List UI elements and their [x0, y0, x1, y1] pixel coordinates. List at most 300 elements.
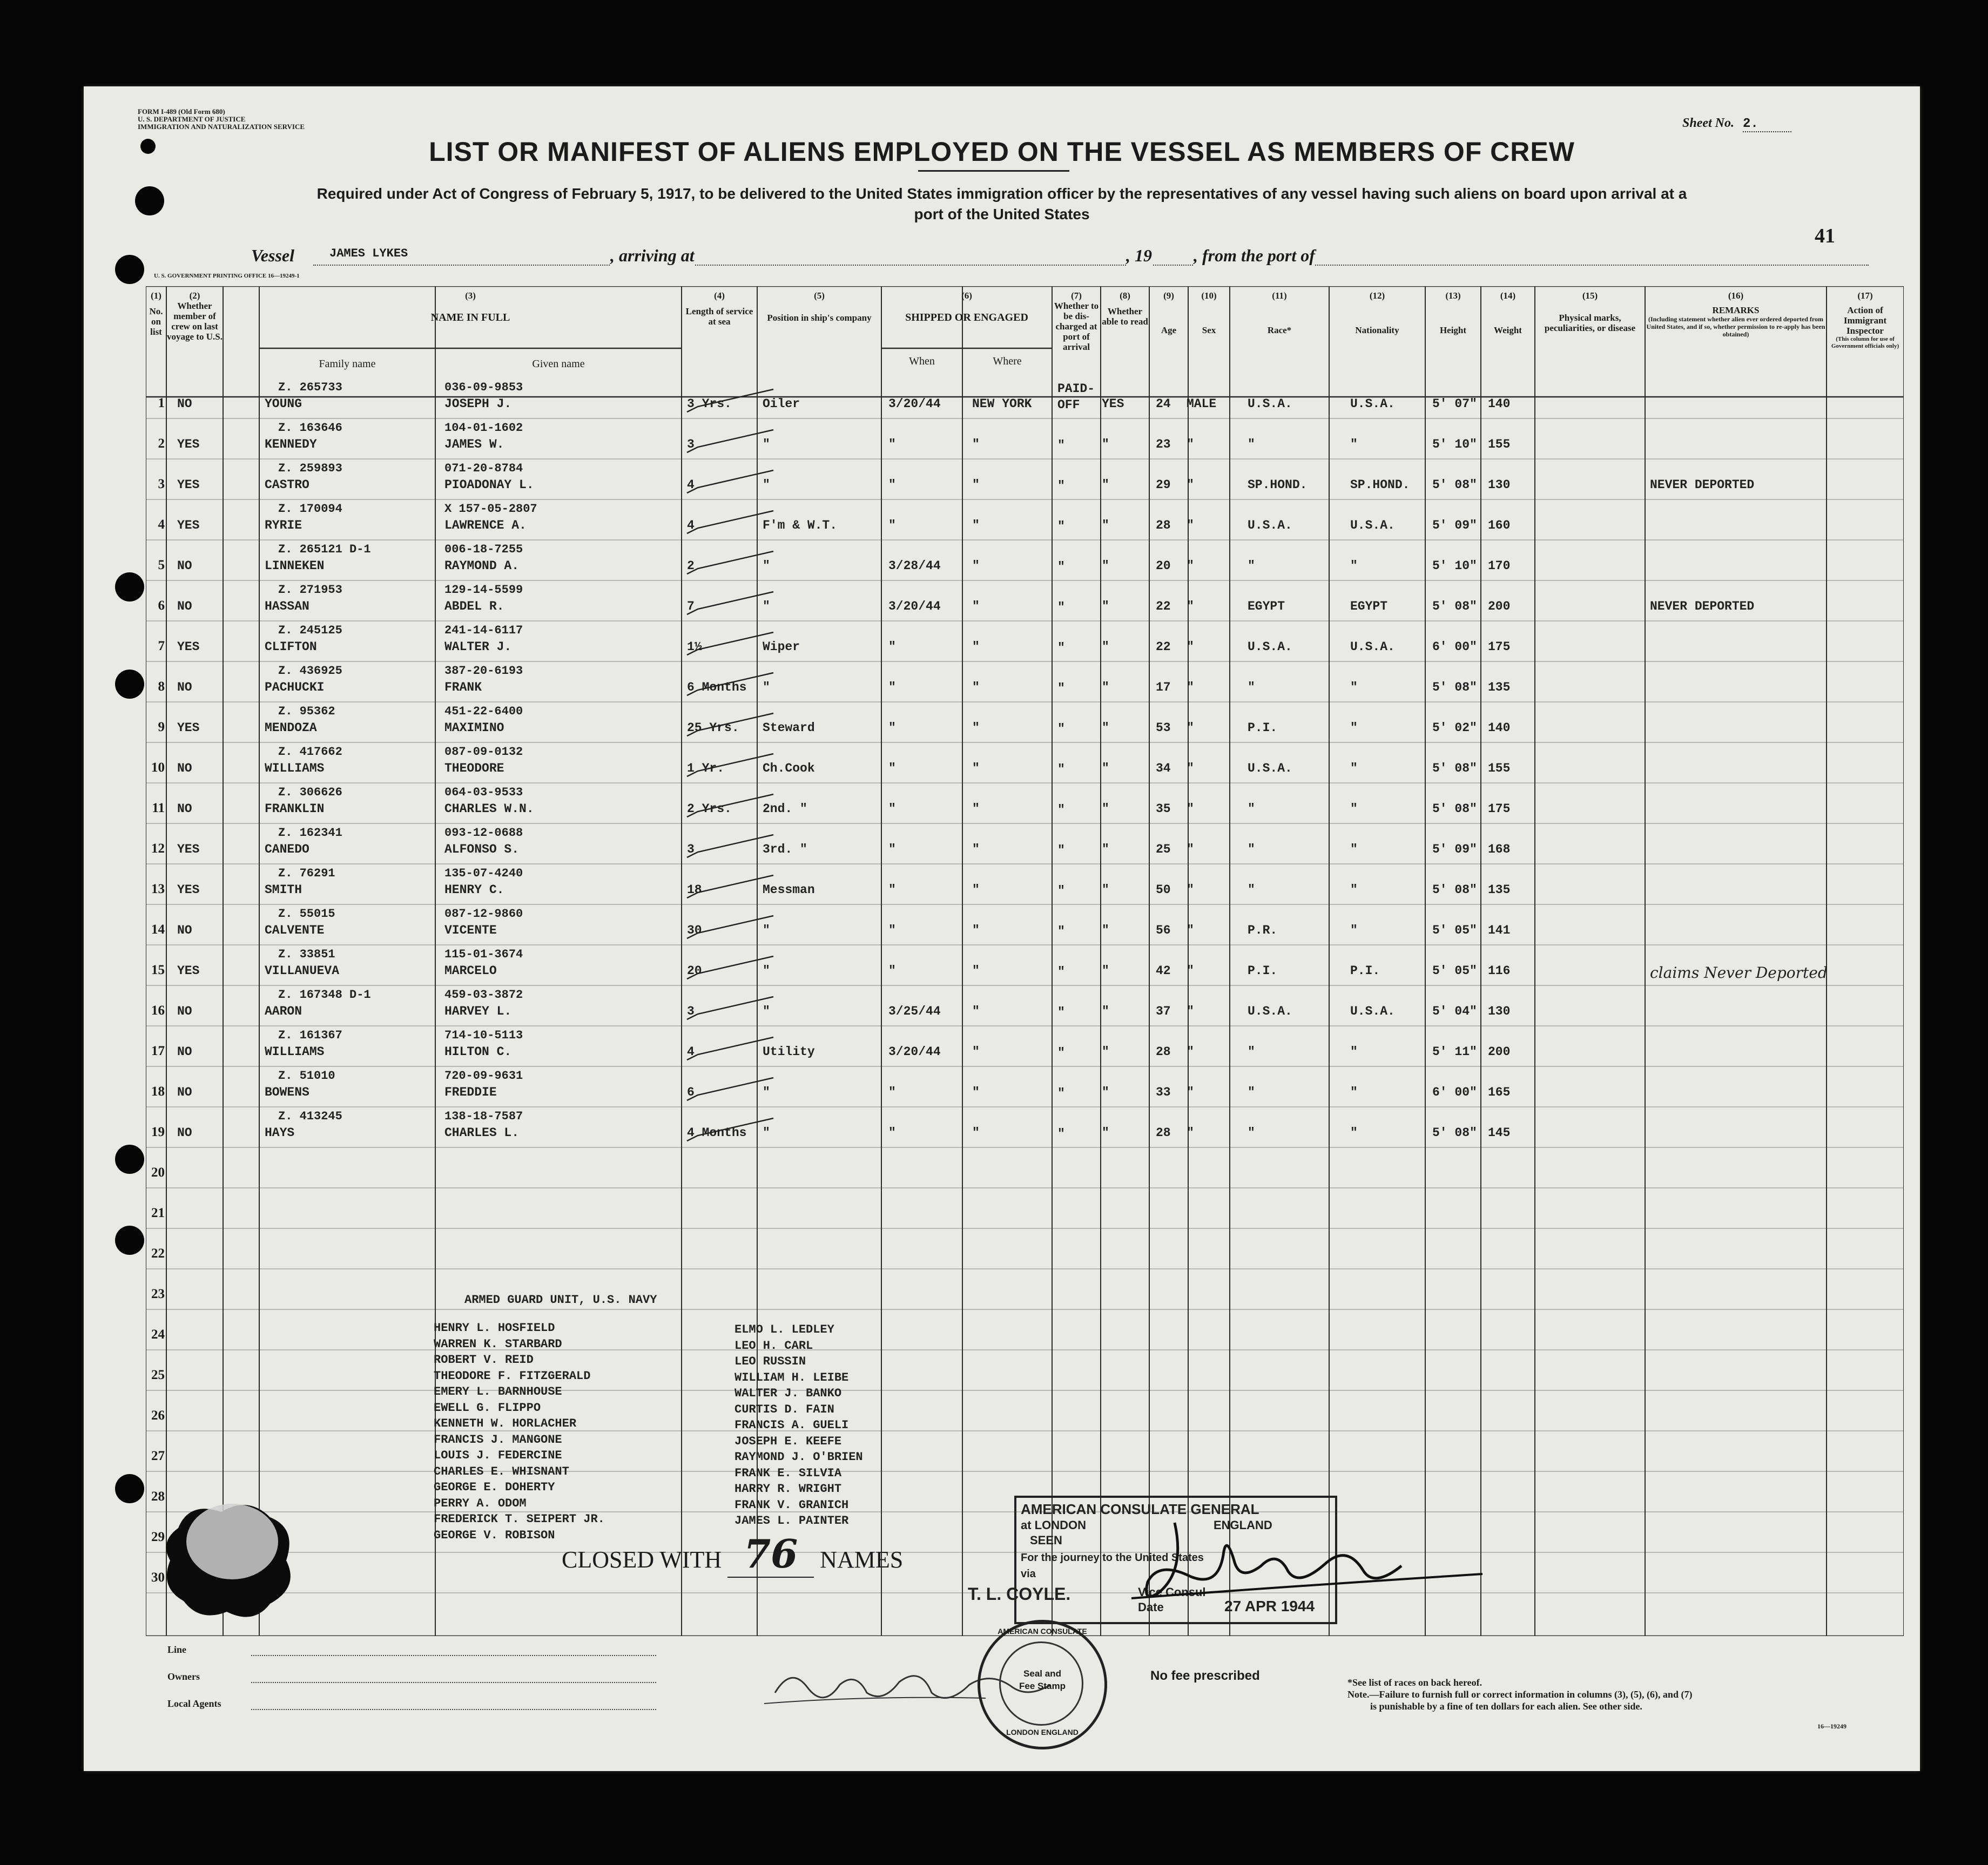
height: 5' 02" — [1432, 721, 1477, 735]
closing-prefix: CLOSED WITH — [562, 1546, 722, 1573]
col-header-shipped — [881, 290, 1052, 323]
family-name: BOWENS — [265, 1085, 309, 1099]
weight: 140 — [1488, 721, 1511, 735]
printing-office — [154, 273, 300, 279]
family-name: VILLANUEVA — [265, 964, 340, 978]
tick-mark — [684, 992, 781, 1025]
note-line: *See list of races on back hereof. — [1347, 1677, 1482, 1688]
service-length: 1½ — [687, 640, 702, 654]
service-length: 3 — [687, 437, 695, 451]
position: Messman — [763, 883, 815, 897]
discharged: " — [1057, 1127, 1065, 1141]
row-number: 29 — [151, 1530, 165, 1544]
arriving-label — [610, 246, 695, 266]
prev-voyage: YES — [177, 518, 200, 532]
z-number: Z. 170094 — [278, 502, 342, 516]
able-to-read: " — [1102, 964, 1109, 978]
from-port-label — [1194, 246, 1315, 266]
discharged: " — [1057, 762, 1065, 776]
guard-member: KENNETH W. HORLACHER — [434, 1417, 577, 1430]
position: " — [763, 1004, 770, 1018]
col-label: When — [909, 355, 935, 367]
height: 5' 07" — [1432, 397, 1477, 411]
col-header-service — [682, 290, 757, 327]
col-number: (7) — [1071, 290, 1082, 301]
sheet-number — [1682, 116, 1791, 132]
able-to-read: " — [1102, 1126, 1109, 1140]
col-header-discharged — [1052, 290, 1101, 352]
stamp-line: SEEN — [1030, 1533, 1062, 1547]
race: " — [1248, 1045, 1255, 1059]
given-name: RAYMOND A. — [444, 559, 520, 573]
z-number: Z. 436925 — [278, 664, 342, 678]
age: 23 — [1156, 437, 1171, 451]
shipped-when: " — [888, 721, 896, 735]
given-name: PIOADONAY L. — [444, 478, 534, 492]
tick-mark — [684, 830, 781, 863]
guard-member: PERRY A. ODOM — [434, 1496, 527, 1510]
shipped-where: " — [972, 680, 980, 694]
discharged: " — [1057, 803, 1065, 817]
nationality: " — [1350, 559, 1358, 573]
given-name: LAWRENCE A. — [444, 518, 527, 532]
col-number: (5) — [814, 290, 825, 301]
age: 17 — [1156, 680, 1171, 694]
col-header-race — [1230, 290, 1329, 335]
given-name: CHARLES W.N. — [444, 802, 534, 816]
binder-hole — [115, 1226, 144, 1255]
weight: 200 — [1488, 599, 1511, 613]
guard-member: EMERY L. BARNHOUSE — [434, 1385, 562, 1398]
col-number: (9) — [1163, 290, 1174, 301]
discharged: " — [1057, 479, 1065, 493]
weight: 140 — [1488, 397, 1511, 411]
service-length: 2 — [687, 559, 695, 573]
sex: " — [1187, 680, 1194, 694]
given-name: WALTER J. — [444, 640, 512, 654]
discharged: " — [1057, 924, 1065, 938]
row-number: 8 — [158, 679, 165, 694]
binder-hole — [115, 255, 144, 284]
height: 5' 08" — [1432, 478, 1477, 492]
tick-mark — [684, 749, 781, 782]
weight: 145 — [1488, 1126, 1511, 1140]
nationality: " — [1350, 1085, 1358, 1099]
stamp-line: ENGLAND — [1214, 1518, 1272, 1532]
armed-guard-title — [464, 1293, 657, 1307]
ss-number: 064-03-9533 — [444, 786, 523, 799]
race: " — [1248, 680, 1255, 694]
weight: 175 — [1488, 640, 1511, 654]
tick-mark — [684, 1114, 781, 1146]
tick-mark — [684, 871, 781, 903]
closing-suffix: NAMES — [820, 1546, 904, 1573]
discharged: " — [1057, 884, 1065, 898]
tick-mark — [684, 1033, 781, 1065]
service-length: 3 — [687, 1004, 695, 1018]
guard-member: LEO H. CARL — [734, 1339, 813, 1353]
col-number: (13) — [1445, 290, 1461, 301]
ss-number: X 157-05-2807 — [444, 502, 537, 516]
guard-member: FRANCIS A. GUELI — [734, 1418, 849, 1432]
z-number: Z. 167348 D-1 — [278, 988, 371, 1002]
guard-member: EWELL G. FLIPPO — [434, 1401, 541, 1415]
shipped-where: " — [972, 518, 980, 532]
position: Utility — [763, 1045, 815, 1059]
col-label: Whether member of crew on last voyage to U.S. — [167, 301, 223, 342]
height: 5' 08" — [1432, 883, 1477, 897]
col-header-given — [435, 359, 682, 369]
col-label: Age — [1161, 325, 1177, 335]
tick-mark — [684, 466, 781, 498]
guard-member: CHARLES E. WHISNANT — [434, 1464, 569, 1478]
tick-mark — [684, 1073, 781, 1106]
col-sublabel: (Including statement whether alien ever ordered deported from United States, and if so, whether permission to re-apply has been obtained) — [1646, 315, 1825, 338]
ss-number: 138-18-7587 — [444, 1110, 523, 1123]
ss-number: 087-12-9860 — [444, 907, 523, 921]
title-underline — [918, 170, 1069, 172]
shipped-where: " — [972, 761, 980, 775]
page-title-text: LIST OR MANIFEST OF ALIENS EMPLOYED ON THE VESSEL AS MEMBERS OF CREW — [429, 137, 1575, 167]
age: 22 — [1156, 640, 1171, 654]
weight: 155 — [1488, 437, 1511, 451]
shipped-where: " — [972, 1126, 980, 1140]
remarks: NEVER DEPORTED — [1650, 599, 1755, 613]
nationality: " — [1350, 761, 1358, 775]
row-number: 25 — [151, 1368, 165, 1382]
nationality: " — [1350, 1045, 1358, 1059]
col-label: Sex — [1202, 325, 1216, 335]
discharged: " — [1057, 560, 1065, 574]
column-lines — [146, 286, 1904, 1636]
z-number: Z. 413245 — [278, 1110, 342, 1123]
col-sublabel: (This column for use of Government officials only) — [1831, 336, 1899, 349]
sex: " — [1187, 559, 1194, 573]
row-number: 23 — [151, 1287, 165, 1301]
prev-voyage: NO — [177, 397, 192, 411]
z-number: Z. 161367 — [278, 1029, 342, 1042]
race: U.S.A. — [1248, 1004, 1292, 1018]
shipped-when: " — [888, 640, 896, 654]
binder-hole — [115, 572, 144, 602]
guard-member: HENRY L. HOSFIELD — [434, 1321, 555, 1335]
position: Steward — [763, 721, 815, 735]
guard-member: JOSEPH E. KEEFE — [734, 1434, 842, 1448]
round-fee-seal — [978, 1620, 1107, 1749]
row-number: 28 — [151, 1489, 165, 1504]
seal-text: AMERICAN CONSULATE — [998, 1627, 1087, 1636]
weight: 141 — [1488, 923, 1511, 937]
col-header-family — [259, 359, 435, 369]
ss-number: 387-20-6193 — [444, 664, 523, 678]
service-length: 2 Yrs. — [687, 802, 732, 816]
family-name: CLIFTON — [265, 640, 317, 654]
age: 28 — [1156, 518, 1171, 532]
nationality: U.S.A. — [1350, 1004, 1395, 1018]
prev-voyage: NO — [177, 802, 192, 816]
height: 5' 08" — [1432, 1126, 1477, 1140]
weight: 170 — [1488, 559, 1511, 573]
vessel-name-text: JAMES LYKES — [329, 247, 408, 260]
shipped-when: 3/25/44 — [888, 1004, 941, 1018]
row-number: 17 — [151, 1044, 165, 1058]
subtitle — [84, 184, 1920, 225]
able-to-read: YES — [1102, 397, 1124, 411]
z-number: Z. 51010 — [278, 1069, 335, 1083]
col-number: (15) — [1582, 290, 1598, 301]
family-name: CALVENTE — [265, 923, 325, 937]
nationality: U.S.A. — [1350, 518, 1395, 532]
agents-label — [167, 1698, 221, 1709]
family-name: RYRIE — [265, 518, 302, 532]
race: SP.HOND. — [1248, 478, 1308, 492]
age: 53 — [1156, 721, 1171, 735]
family-name: HAYS — [265, 1126, 295, 1140]
z-number: Z. 265733 — [278, 381, 342, 394]
guard-member: ROBERT V. REID — [434, 1353, 534, 1367]
row-number: 27 — [151, 1449, 165, 1463]
discharged: " — [1057, 681, 1065, 695]
prev-voyage: NO — [177, 1126, 192, 1140]
height: 5' 05" — [1432, 923, 1477, 937]
nationality: " — [1350, 923, 1358, 937]
form-line: IMMIGRATION AND NATURALIZATION SERVICE — [138, 123, 305, 131]
given-name: HENRY C. — [444, 883, 504, 897]
col-header-age — [1149, 290, 1188, 335]
col-header-inspector — [1827, 290, 1904, 350]
given-name: ALFONSO S. — [444, 842, 520, 856]
able-to-read: " — [1102, 1045, 1109, 1059]
given-name: HARVEY L. — [444, 1004, 512, 1018]
nationality: " — [1350, 1126, 1358, 1140]
col-number: (4) — [714, 290, 725, 301]
row-number: 7 — [158, 639, 165, 653]
shipped-when: " — [888, 964, 896, 978]
able-to-read: " — [1102, 518, 1109, 532]
row-number: 1 — [158, 396, 165, 410]
row-number: 12 — [151, 841, 165, 856]
line-label — [167, 1644, 186, 1655]
col-number: (2) — [189, 290, 200, 301]
z-number: Z. 163646 — [278, 421, 342, 435]
ss-number: 129-14-5599 — [444, 583, 523, 597]
notes — [1347, 1677, 1692, 1712]
z-number: Z. 245125 — [278, 624, 342, 637]
given-name: FRANK — [444, 680, 482, 694]
discharged: " — [1057, 1005, 1065, 1019]
age: 28 — [1156, 1126, 1171, 1140]
height: 5' 09" — [1432, 842, 1477, 856]
height: 5' 04" — [1432, 1004, 1477, 1018]
sex: MALE — [1187, 397, 1217, 411]
shipped-where: " — [972, 478, 980, 492]
seal-text: LONDON ENGLAND — [1006, 1728, 1079, 1736]
col-header-height — [1425, 290, 1481, 335]
row-number: 26 — [151, 1408, 165, 1423]
discharged: " — [1057, 641, 1065, 655]
race: " — [1248, 1085, 1255, 1099]
shipped-where: " — [972, 1085, 980, 1099]
shipped-when: " — [888, 437, 896, 451]
discharged: " — [1057, 438, 1065, 452]
stamp-officer-title: Vice Consul — [1138, 1585, 1206, 1599]
sheet-label: Sheet No. — [1682, 116, 1734, 130]
race: U.S.A. — [1248, 761, 1292, 775]
position: " — [763, 437, 770, 451]
race: " — [1248, 842, 1255, 856]
nationality: U.S.A. — [1350, 397, 1395, 411]
prev-voyage: NO — [177, 923, 192, 937]
shipped-where: " — [972, 923, 980, 937]
discharged: " — [1057, 965, 1065, 979]
tick-mark — [684, 668, 781, 701]
age: 22 — [1156, 599, 1171, 613]
nationality: " — [1350, 842, 1358, 856]
col-label: Position in ship's company — [767, 313, 872, 323]
race: " — [1248, 437, 1255, 451]
guard-member: CURTIS D. FAIN — [734, 1402, 834, 1416]
sex: " — [1187, 883, 1194, 897]
vessel-underline — [313, 265, 1869, 266]
height: 5' 08" — [1432, 599, 1477, 613]
tick-mark — [684, 709, 781, 741]
height: 6' 00" — [1432, 1085, 1477, 1099]
guard-member: FRANK V. GRANICH — [734, 1498, 849, 1512]
nationality: " — [1350, 802, 1358, 816]
agents-label-text: Local Agents — [167, 1698, 221, 1709]
row-number: 19 — [151, 1125, 165, 1139]
shipped-where: " — [972, 1045, 980, 1059]
shipped-where: " — [972, 640, 980, 654]
family-name: HASSAN — [265, 599, 309, 613]
row-number: 5 — [158, 558, 165, 572]
shipped-when: 3/20/44 — [888, 599, 941, 613]
consul-signature — [1110, 1512, 1499, 1614]
seal-text: Fee Stamp — [1019, 1681, 1066, 1691]
ss-number: 241-14-6117 — [444, 624, 523, 637]
family-name: CANEDO — [265, 842, 309, 856]
discharged: " — [1057, 1086, 1065, 1100]
col-header-position — [757, 290, 881, 323]
prev-voyage: YES — [177, 478, 200, 492]
position: 3rd. " — [763, 842, 807, 856]
ss-number: 459-03-3872 — [444, 988, 523, 1002]
ss-number: 087-09-0132 — [444, 745, 523, 759]
able-to-read: " — [1102, 842, 1109, 856]
age: 28 — [1156, 1045, 1171, 1059]
page-number — [1815, 224, 1835, 248]
prev-voyage: NO — [177, 559, 192, 573]
shipped-where: " — [972, 599, 980, 613]
discharged: " — [1057, 722, 1065, 736]
col-header-prev-voyage — [166, 290, 223, 342]
col-header-where — [962, 356, 1052, 367]
guard-member: JAMES L. PAINTER — [734, 1514, 849, 1528]
service-length: 20 — [687, 964, 702, 978]
height: 5' 10" — [1432, 437, 1477, 451]
col-label: Height — [1439, 325, 1467, 335]
col-label: Given name — [532, 358, 585, 370]
header-frame — [146, 286, 1904, 1636]
col-number: (17) — [1857, 290, 1873, 301]
year-label-text: , 19 — [1126, 246, 1152, 265]
service-length: 4 — [687, 478, 695, 492]
guard-member: RAYMOND J. O'BRIEN — [734, 1450, 863, 1464]
guard-member: THEODORE F. FITZGERALD — [434, 1369, 591, 1383]
subtitle-line: Required under Act of Congress of February 5, 1917, to be delivered to the United States immigration officer by the representatives of any vessel having such aliens on board upon arrival at a — [316, 185, 1687, 202]
race: U.S.A. — [1248, 640, 1292, 654]
race: U.S.A. — [1248, 518, 1292, 532]
height: 6' 00" — [1432, 640, 1477, 654]
shipped-when: " — [888, 478, 896, 492]
family-name: MENDOZA — [265, 721, 317, 735]
ss-number: 115-01-3674 — [444, 948, 523, 961]
service-length: 18 — [687, 883, 702, 897]
row-number: 3 — [158, 477, 165, 491]
col-header-read — [1101, 290, 1149, 327]
prev-voyage: YES — [177, 640, 200, 654]
col-number: (10) — [1201, 290, 1217, 301]
service-length: 6 — [687, 1085, 695, 1099]
sex: " — [1187, 437, 1194, 451]
col-label: NAME IN FULL — [430, 312, 510, 323]
guard-member: FRANCIS J. MANGONE — [434, 1432, 562, 1447]
service-length: 4 — [687, 1045, 695, 1059]
prev-voyage: YES — [177, 842, 200, 856]
owners-underline — [251, 1682, 656, 1683]
discharged: PAID- OFF — [1057, 382, 1095, 412]
service-length: 30 — [687, 923, 702, 937]
age: 42 — [1156, 964, 1171, 978]
shipped-when: 3/20/44 — [888, 1045, 941, 1059]
age: 20 — [1156, 559, 1171, 573]
sex: " — [1187, 1126, 1194, 1140]
given-name: CHARLES L. — [444, 1126, 520, 1140]
shipped-where: " — [972, 721, 980, 735]
position: 2nd. " — [763, 802, 807, 816]
able-to-read: " — [1102, 559, 1109, 573]
tick-mark — [684, 911, 781, 944]
race: P.I. — [1248, 964, 1278, 978]
position: F'm & W.T. — [763, 518, 838, 532]
shipped-where: " — [972, 802, 980, 816]
row-number: 6 — [158, 598, 165, 613]
row-number: 2 — [158, 436, 165, 451]
col-number: (12) — [1369, 290, 1385, 301]
weight: 168 — [1488, 842, 1511, 856]
able-to-read: " — [1102, 599, 1109, 613]
age: 25 — [1156, 842, 1171, 856]
vessel-line — [251, 246, 294, 266]
col-number: (3) — [465, 290, 476, 301]
tick-mark — [684, 425, 781, 458]
tick-mark — [684, 587, 781, 620]
age: 34 — [1156, 761, 1171, 775]
ss-number: 714-10-5113 — [444, 1029, 523, 1042]
shipped-when: " — [888, 1126, 896, 1140]
col-header-physical — [1535, 290, 1645, 333]
height: 5' 10" — [1432, 559, 1477, 573]
race: " — [1248, 802, 1255, 816]
col-header-weight — [1481, 290, 1535, 335]
race: P.R. — [1248, 923, 1278, 937]
ss-number: 071-20-8784 — [444, 462, 523, 475]
col-label: Nationality — [1355, 325, 1399, 335]
guard-member: GEORGE V. ROBISON — [434, 1528, 555, 1542]
form-line: FORM I-489 (Old Form 680) — [138, 107, 225, 116]
weight: 165 — [1488, 1085, 1511, 1099]
col-label: Where — [993, 355, 1022, 367]
